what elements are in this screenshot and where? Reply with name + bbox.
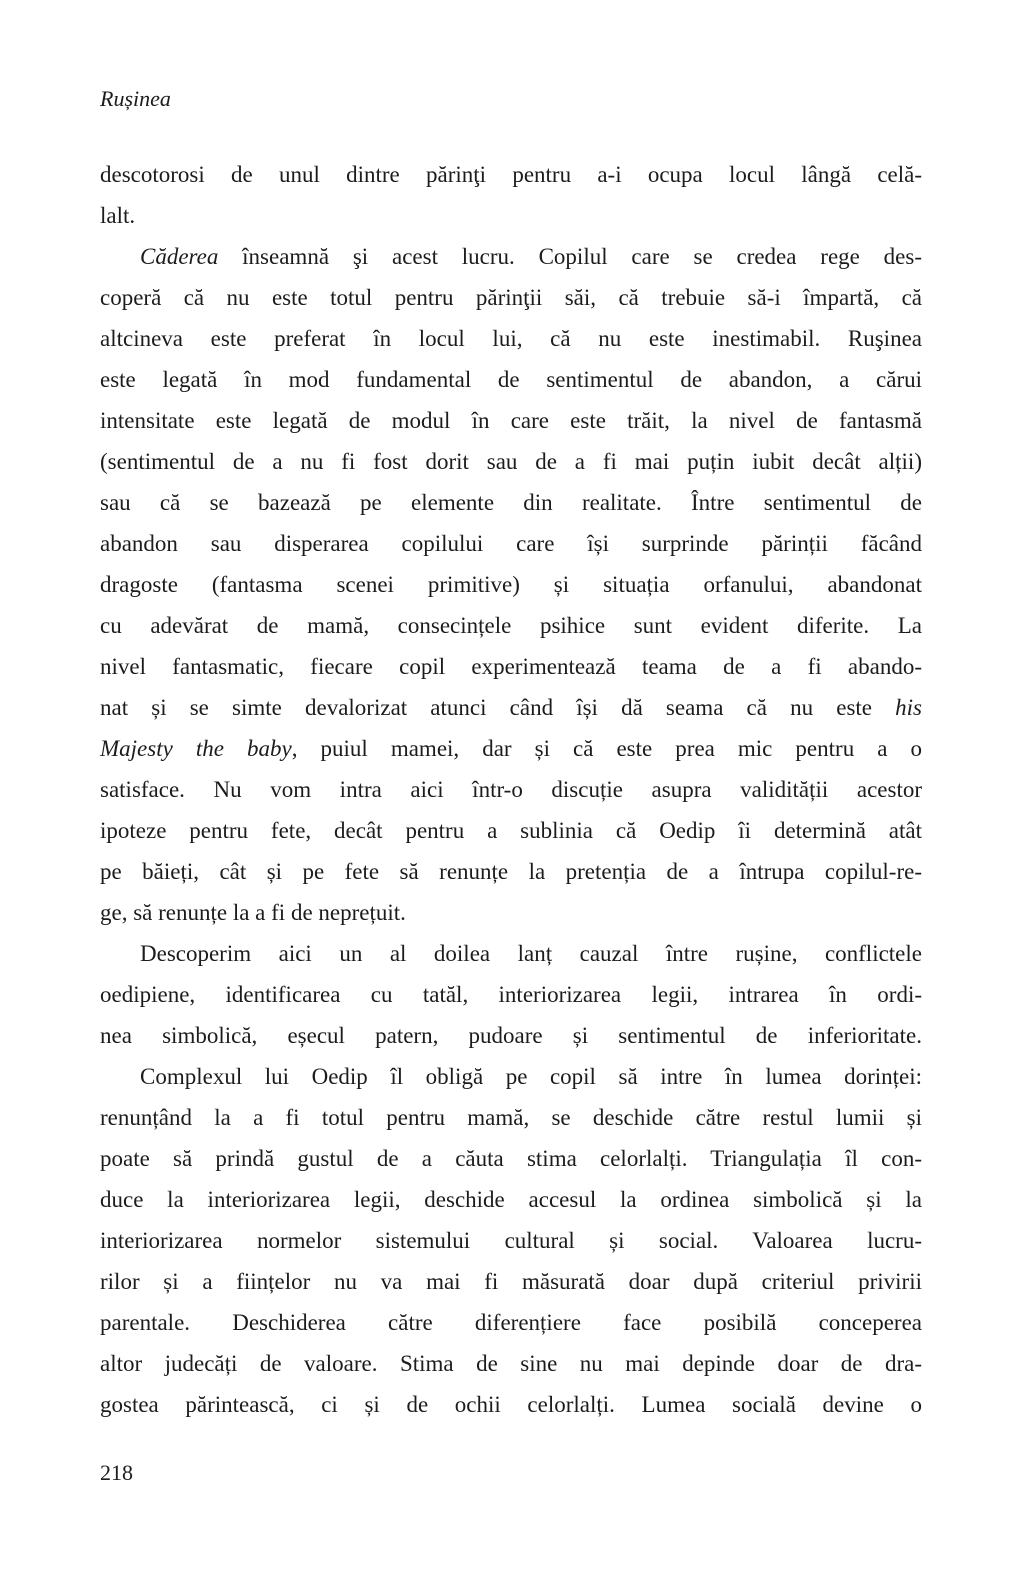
text-line: nea simbolică, eșecul patern, pudoare și sentimentul de inferioritate. [100, 1023, 922, 1048]
italic-text: Majesty the baby [100, 736, 292, 761]
text-line: coperă că nu este totul pentru părinţii săi, că trebuie să-i împartă, că [100, 285, 922, 310]
running-header: Rușinea [100, 86, 171, 111]
text-line: Căderea înseamnă şi acest lucru. Copilul care se credea rege des- [140, 244, 922, 269]
body-text [100, 154, 922, 1425]
text-line: interiorizarea normelor sistemului cultural și social. Valoarea lucru- [100, 1228, 922, 1253]
text-line: Complexul lui Oedip îl obligă pe copil să intre în lumea dorinței: [140, 1064, 922, 1089]
paragraph [100, 1056, 922, 1425]
text-line: pe băieți, cât și pe fete să renunțe la pretenția de a întrupa copilul-re- [100, 859, 922, 884]
page-number: 218 [100, 1460, 133, 1485]
text-line: oedipiene, identificarea cu tatăl, interiorizarea legii, intrarea în ordi- [100, 982, 922, 1007]
text-line: este legată în mod fundamental de sentimentul de abandon, a cărui [100, 367, 922, 392]
text-line: nat și se simte devalorizat atunci când își dă seama că nu este his [100, 695, 922, 720]
text-line: lalt. [100, 203, 136, 228]
italic-text: his [895, 695, 922, 720]
text-line: ge, să renunțe la a fi de neprețuit. [100, 900, 406, 925]
text-line: duce la interiorizarea legii, deschide accesul la ordinea simbolică și la [100, 1187, 922, 1212]
text-line: cu adevărat de mamă, consecințele psihice sunt evident diferite. La [100, 613, 922, 638]
text-line: descotorosi de unul dintre părinţi pentru a-i ocupa locul lângă celă- [100, 162, 922, 187]
text-line: renunțând la a fi totul pentru mamă, se deschide către restul lumii și [100, 1105, 922, 1130]
text-line: (sentimentul de a nu fi fost dorit sau de a fi mai puțin iubit decât alții) [100, 449, 922, 474]
text-line: parentale. Deschiderea către diferențiere face posibilă conceperea [100, 1310, 922, 1335]
text-line: intensitate este legată de modul în care este trăit, la nivel de fantasmă [100, 408, 922, 433]
paragraph [100, 933, 922, 1056]
text-line: poate să prindă gustul de a căuta stima celorlalți. Triangulația îl con- [100, 1146, 922, 1171]
paragraph [100, 154, 922, 236]
text-line: ipoteze pentru fete, decât pentru a sublinia că Oedip îi determină atât [100, 818, 922, 843]
italic-text: Căderea [140, 244, 219, 269]
text-line: satisface. Nu vom intra aici într-o discuție asupra validității acestor [100, 777, 922, 802]
text-line: sau că se bazează pe elemente din realitate. Între sentimentul de [100, 490, 922, 515]
text-line: Descoperim aici un al doilea lanț cauzal între rușine, conflictele [140, 941, 922, 966]
text-line: altcineva este preferat în locul lui, că nu este inestimabil. Ruşinea [100, 326, 922, 351]
text-line: abandon sau disperarea copilului care își surprinde părinții făcând [100, 531, 922, 556]
text-line: nivel fantasmatic, fiecare copil experimentează teama de a fi abando- [100, 654, 922, 679]
text-line: altor judecăți de valoare. Stima de sine nu mai depinde doar de dra- [100, 1351, 922, 1376]
text-line: rilor și a ființelor nu va mai fi măsurată doar după criteriul privirii [100, 1269, 922, 1294]
text-line: dragoste (fantasma scenei primitive) și situația orfanului, abandonat [100, 572, 922, 597]
text-line: gostea părintească, ci și de ochii celorlalți. Lumea socială devine o [100, 1392, 922, 1417]
paragraph [100, 236, 922, 933]
text-line: Majesty the baby, puiul mamei, dar și că este prea mic pentru a o [100, 736, 922, 761]
